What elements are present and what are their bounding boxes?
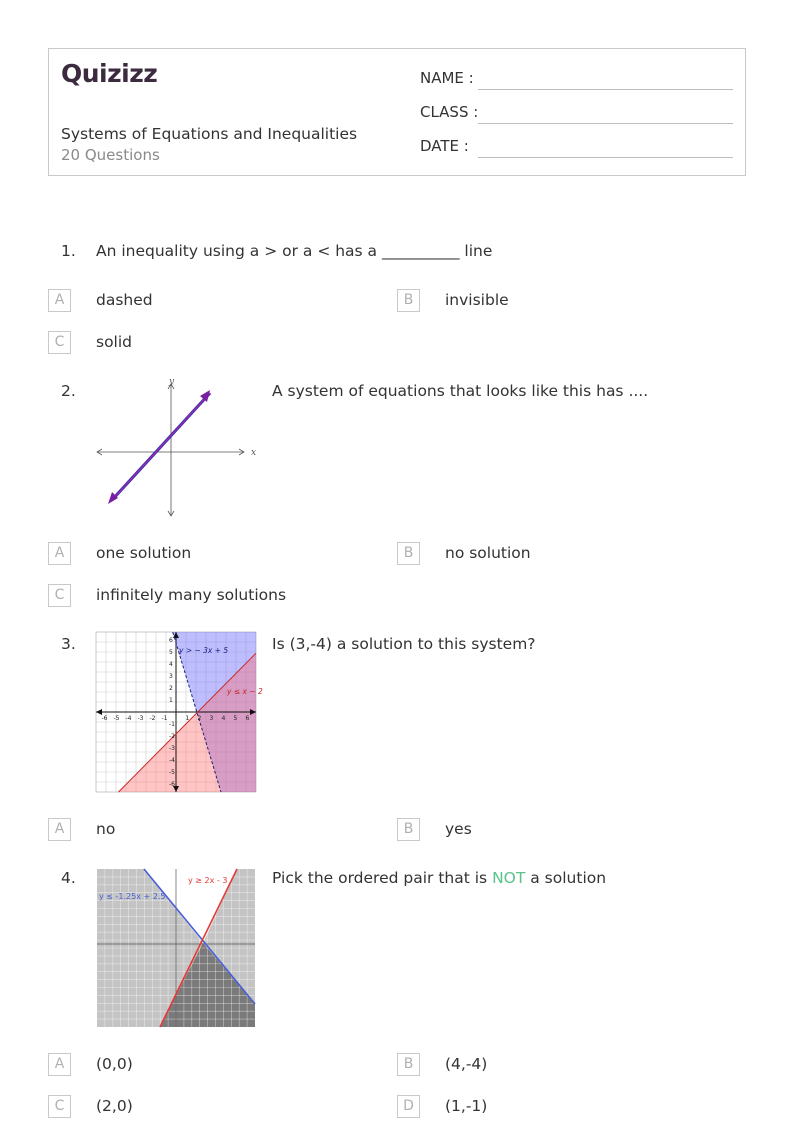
question-number: 4. [61,869,76,887]
option-text: invisible [445,291,509,309]
option-letter[interactable]: B [397,289,420,312]
option-letter[interactable]: B [397,542,420,565]
inequality-graph-2 [97,869,255,1027]
option-text: (2,0) [96,1097,133,1115]
y-tick-label: 1 [169,697,173,704]
coinciding-lines-graph [94,376,260,520]
question-count: 20 Questions [61,146,160,164]
worksheet-header [48,48,746,176]
option-letter[interactable]: A [48,542,71,565]
x-tick-label: 1 [185,715,190,722]
question-text-start: Pick the ordered pair that is [272,869,493,887]
class-line [478,123,733,124]
x-tick-label: -4 [125,715,132,722]
option-letter[interactable]: D [397,1095,420,1118]
y-axis-label: y [169,377,175,387]
date-line [478,157,733,158]
quizizz-logo: Quizizz [61,59,158,88]
option-letter[interactable]: B [397,1053,420,1076]
y-tick-label: -5 [169,769,175,776]
option-text: one solution [96,544,192,562]
inequality-graph-1 [96,632,263,792]
y-tick-label: 3 [169,673,173,680]
highlighted-word: NOT [492,869,526,887]
blue-inequality-label: y > − 3x + 5 [179,646,229,655]
x-tick-label: 3 [209,715,214,722]
option-letter[interactable]: C [48,331,71,354]
blue-inequality-label: y ≤ -1.25x + 2.5 [99,892,166,901]
option-letter[interactable]: A [48,289,71,312]
x-tick-label: 4 [221,715,226,722]
option-letter[interactable]: C [48,1095,71,1118]
y-tick-label: -4 [169,757,175,764]
y-tick-label: -1 [169,721,175,728]
y-tick-label: 4 [169,661,173,668]
option-text: solid [96,333,133,351]
x-tick-label: -5 [113,715,120,722]
y-tick-label: -2 [169,733,175,740]
question-text: A system of equations that looks like this has .... [272,382,649,400]
x-tick-label: -3 [137,715,144,722]
option-text: infinitely many solutions [96,586,287,604]
line-two [112,393,210,500]
option-text: yes [445,820,472,838]
question-text: Is (3,-4) a solution to this system? [272,635,536,653]
question-text [272,869,606,887]
option-text: dashed [96,291,153,309]
option-letter[interactable]: B [397,818,420,841]
question-number: 1. [61,242,76,260]
x-tick-label: 6 [245,715,250,722]
option-text: no solution [445,544,531,562]
option-text: no [96,820,116,838]
y-tick-label: 5 [169,649,173,656]
name-label: NAME : [420,69,474,87]
red-inequality-label: y ≤ x − 2 [227,687,263,696]
class-label: CLASS : [420,103,479,121]
option-letter[interactable]: A [48,818,71,841]
option-text: (4,-4) [445,1055,488,1073]
option-text: (0,0) [96,1055,133,1073]
y-tick-label: -3 [169,745,175,752]
date-label: DATE : [420,137,469,155]
red-inequality-label: y ≥ 2x - 3 [188,876,228,885]
question-text: An inequality using a > or a < has a __________ line [96,242,493,260]
worksheet-title: Systems of Equations and Inequalities [61,125,358,143]
question-number: 3. [61,635,76,653]
x-axis-label: x [251,448,257,458]
x-tick-label: -2 [149,715,156,722]
question-text-end: a solution [525,869,607,887]
name-line [478,89,733,90]
y-tick-label: -6 [169,781,175,788]
x-tick-label: 2 [197,715,202,722]
x-tick-label: 5 [233,715,238,722]
question-number: 2. [61,382,76,400]
x-tick-label: -6 [101,715,108,722]
option-text: (1,-1) [445,1097,488,1115]
option-letter[interactable]: A [48,1053,71,1076]
x-tick-label: -1 [161,715,168,722]
option-letter[interactable]: C [48,584,71,607]
y-tick-label: 6 [169,637,173,644]
y-tick-label: 2 [169,685,173,692]
